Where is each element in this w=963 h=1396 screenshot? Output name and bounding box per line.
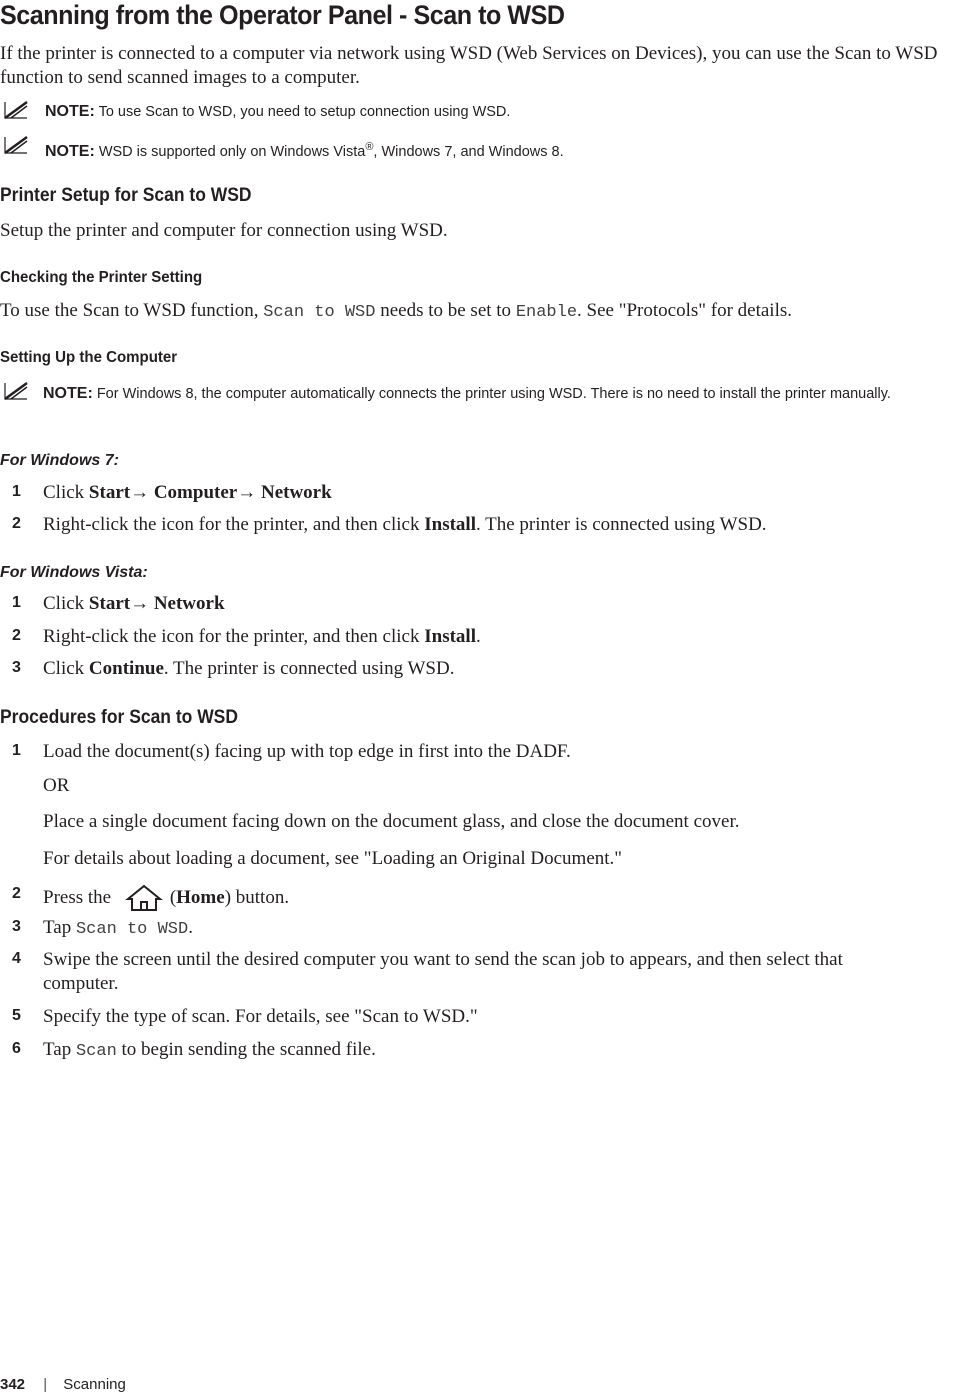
button-scan-to-wsd: Scan to WSD: [75, 920, 189, 939]
note-label: NOTE:: [45, 103, 95, 120]
note-text: For Windows 8, the computer automatically connects the printer using WSD. There is no need to install the printer manually.: [96, 386, 891, 402]
procedure-step-1: Load the document(s) facing up with top edge in first into the DADF.: [43, 741, 571, 762]
vista-step-1: Click Start→ Network: [43, 593, 225, 614]
note-3: [43, 383, 943, 405]
procedure-step-1-or: OR: [43, 775, 70, 796]
home-icon: [122, 882, 166, 912]
step-number: 1: [12, 483, 21, 500]
step-number: 6: [12, 1040, 21, 1057]
setting-scan-to-wsd: Scan to WSD: [263, 303, 376, 322]
button-scan: Scan: [75, 1042, 117, 1061]
page-number: 342: [0, 1376, 26, 1393]
step-number: 2: [12, 627, 21, 644]
procedure-step-1-details: For details about loading a document, see "Loading an Original Document.": [43, 848, 623, 869]
printer-setup-text: Setup the printer and computer for connection using WSD.: [0, 220, 448, 241]
note-pencil-icon: [3, 136, 29, 154]
note-pencil-icon: [3, 382, 29, 400]
step-number: 1: [12, 594, 21, 611]
step-number: 3: [12, 918, 21, 935]
note-text: To use Scan to WSD, you need to setup connection using WSD.: [98, 104, 511, 120]
setting-up-computer-heading: Setting Up the Computer: [0, 349, 178, 366]
procedures-heading: Procedures for Scan to WSD: [0, 707, 238, 728]
footer-section: Scanning: [63, 1376, 126, 1393]
note-label: NOTE:: [43, 385, 93, 402]
intro-paragraph: If the printer is connected to a computer via network using WSD (Web Services on Devices), you can use the Scan to WSD function to send scanned images to a computer.: [0, 43, 938, 88]
note-text-b: , Windows 7, and Windows 8.: [373, 143, 564, 160]
page-footer: [0, 1376, 126, 1393]
vista-step-3: Click Continue. The printer is connected using WSD.: [43, 658, 455, 679]
setting-enable: Enable: [515, 303, 578, 322]
windows-vista-heading: For Windows Vista:: [0, 564, 148, 581]
step-number: 1: [12, 742, 21, 759]
step-number: 2: [12, 515, 21, 532]
note-label: NOTE:: [45, 142, 95, 160]
step-number: 4: [12, 950, 21, 967]
windows7-step-2: Right-click the icon for the printer, and then click Install. The printer is connected using WSD.: [43, 514, 767, 535]
windows7-step-1: Click Start→ Computer→ Network: [43, 482, 332, 503]
procedure-step-4: Swipe the screen until the desired computer you want to send the scan job to appears, and then select that computer.: [43, 949, 843, 994]
registered-mark: ®: [365, 141, 374, 153]
checking-printer-heading: Checking the Printer Setting: [0, 269, 203, 286]
windows7-heading: For Windows 7:: [0, 452, 119, 469]
step-number: 5: [12, 1007, 21, 1024]
procedure-step-2: Press the (Home) button.: [43, 882, 289, 912]
note-text-a: WSD is supported only on Windows Vista: [98, 143, 366, 160]
step-number: 2: [12, 885, 21, 902]
page-title: Scanning from the Operator Panel - Scan to WSD: [0, 0, 565, 30]
procedure-step-6: Tap Scan to begin sending the scanned file.: [43, 1039, 376, 1061]
procedure-step-1-alt: Place a single document facing down on the document glass, and close the document cover.: [43, 811, 740, 832]
note-1: [45, 102, 510, 122]
procedure-step-5: Specify the type of scan. For details, see "Scan to WSD.": [43, 1006, 478, 1027]
note-2: [45, 137, 564, 162]
printer-setup-heading: Printer Setup for Scan to WSD: [0, 185, 252, 206]
footer-separator: |: [43, 1376, 48, 1393]
procedure-step-3: Tap Scan to WSD.: [43, 917, 193, 939]
step-number: 3: [12, 659, 21, 676]
vista-step-2: Right-click the icon for the printer, and then click Install.: [43, 626, 481, 647]
checking-printer-text: To use the Scan to WSD function, Scan to WSD needs to be set to Enable. See "Protocols" for details.: [0, 300, 793, 322]
note-pencil-icon: [3, 101, 29, 119]
home-button-icon: [122, 882, 166, 912]
